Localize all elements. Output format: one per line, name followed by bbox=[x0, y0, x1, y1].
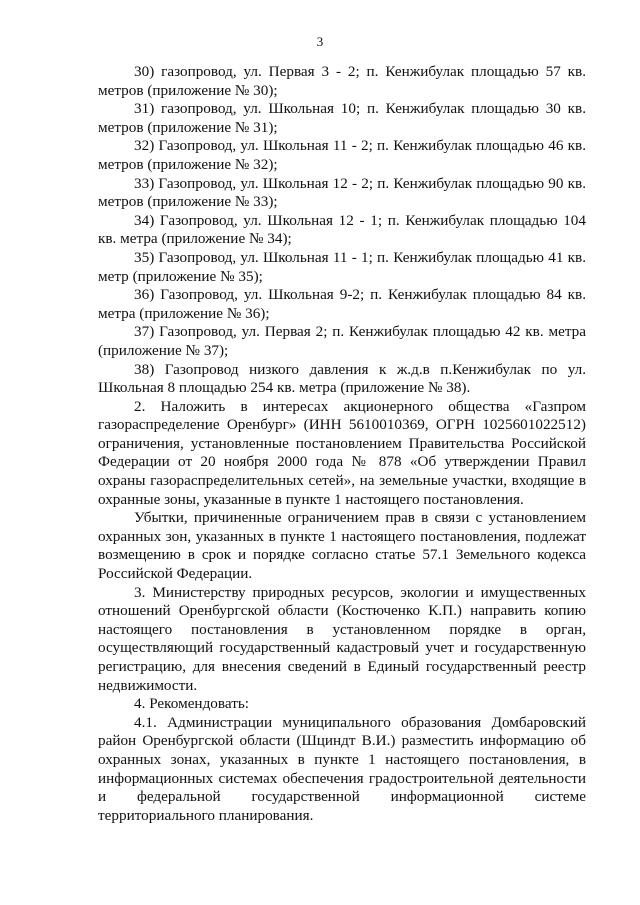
paragraph-losses: Убытки, причиненные ограничением прав в связи с установлением охранных зон, указанных в пункте 1 настоящего постановления, подлежат возмещению в срок и порядке согласно статье 57.1 Земельного кодекса Российской Федерации. bbox=[98, 509, 586, 583]
document-body bbox=[98, 63, 586, 825]
paragraph-section-4: 4. Рекомендовать: bbox=[134, 695, 249, 713]
paragraph-section-4-1: 4.1. Администрации муниципального образования Домбаровский район Оренбургской области (Шциндт В.И.) разместить информацию об охранных зонах, указанных в пункте 1 настоящего постановления, в информационных системах обеспечения градостроительной деятельности и федеральной государственной информационной системе территориального планирования. bbox=[98, 713, 586, 824]
page-number: 3 bbox=[316, 34, 324, 49]
paragraph-section-2: 2. Наложить в интересах акционерного общества «Газпром газораспределение Оренбург» (ИНН 5610010369, ОГРН 1025601022512) ограничения, установленные постановлением Правительства Российской Федерации от 20 ноября 2000 года № 878 «Об утверждении Правил охраны газораспределительных сетей», на земельные участки, входящие в охранные зоны, указанные в пункте 1 настоящего постановления. bbox=[98, 397, 586, 508]
paragraph-item-34: 34) Газопровод, ул. Школьная 12 - 1; п. Кенжибулак площадью 104 кв. метра (приложение № 34); bbox=[98, 211, 586, 248]
paragraph-item-36: 36) Газопровод, ул. Школьная 9-2; п. Кенжибулак площадью 84 кв. метра (приложение № 36); bbox=[98, 286, 586, 322]
paragraph-item-32: 32) Газопровод, ул. Школьная 11 - 2; п. Кенжибулак площадью 46 кв. метров (приложение № 32); bbox=[98, 137, 586, 173]
paragraph-item-33: 33) Газопровод, ул. Школьная 12 - 2; п. Кенжибулак площадью 90 кв. метров (приложение № 33); bbox=[98, 174, 586, 211]
paragraph-item-31: 31) газопровод, ул. Школьная 10; п. Кенжибулак площадью 30 кв. метров (приложение № 31); bbox=[98, 100, 586, 136]
paragraph-item-35: 35) Газопровод, ул. Школьная 11 - 1; п. Кенжибулак площадью 41 кв. метр (приложение № 35); bbox=[98, 248, 586, 285]
paragraph-item-38: 38) Газопровод низкого давления к ж.д.в п.Кенжибулак по ул. Школьная 8 площадью 254 кв. метра (приложение № 38). bbox=[98, 360, 586, 397]
paragraph-item-30: 30) газопровод, ул. Первая 3 - 2; п. Кенжибулак площадью 57 кв. метров (приложение № 30); bbox=[98, 63, 586, 99]
paragraph-section-3: 3. Министерству природных ресурсов, экологии и имущественных отношений Оренбургской области (Костюченко К.П.) направить копию настоящего постановления в установленном порядке в орган, осуществляющий государственный кадастровый учет и государственную регистрацию, для внесения сведений в Единый государственный реестр недвижимости. bbox=[98, 583, 586, 694]
paragraph-item-37: 37) Газопровод, ул. Первая 2; п. Кенжибулак площадью 42 кв. метра (приложение № 37); bbox=[98, 323, 586, 359]
